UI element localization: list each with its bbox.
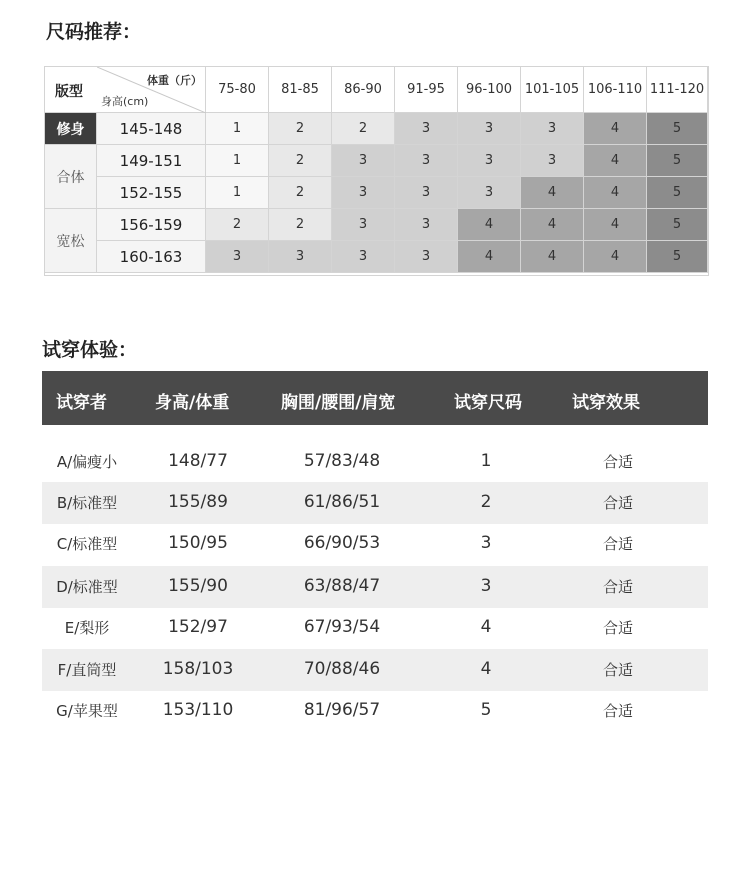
size-value: 3 xyxy=(395,241,458,273)
size-value: 2 xyxy=(332,113,395,145)
try-on-tester-cell: F/直筒型 xyxy=(57,661,117,679)
size-value: 1 xyxy=(206,145,269,177)
height-range: 145-148 xyxy=(97,113,206,145)
size-value: 4 xyxy=(584,241,647,273)
size-value: 5 xyxy=(647,177,708,209)
height-range: 160-163 xyxy=(97,241,206,273)
size-value: 3 xyxy=(395,113,458,145)
size-value: 4 xyxy=(584,145,647,177)
size-value: 4 xyxy=(521,209,584,241)
fit-type-label: 合体 xyxy=(45,145,97,209)
try-on-hw-cell: 152/97 xyxy=(168,617,228,637)
try-on-measure-cell: 63/88/47 xyxy=(303,576,381,596)
try-on-measure-cell: 70/88/46 xyxy=(303,659,381,679)
try-on-table-header xyxy=(42,371,708,425)
try-on-size-cell: 4 xyxy=(480,659,492,679)
size-value: 5 xyxy=(647,113,708,145)
weight-header: 体重（斤） xyxy=(147,74,202,87)
weight-range-header: 96-100 xyxy=(458,67,521,113)
size-value: 2 xyxy=(269,177,332,209)
try-on-column-header: 试穿尺码 xyxy=(454,393,522,413)
try-on-measure-cell: 61/86/51 xyxy=(303,492,381,512)
try-on-row xyxy=(42,482,708,524)
size-value: 5 xyxy=(647,145,708,177)
try-on-hw-cell: 150/95 xyxy=(168,533,228,553)
try-on-size-cell: 1 xyxy=(480,451,492,471)
try-on-tester-cell: D/标准型 xyxy=(56,578,118,596)
size-chart xyxy=(44,66,709,276)
size-chart-corner xyxy=(45,67,206,113)
size-value: 3 xyxy=(458,145,521,177)
size-value: 3 xyxy=(521,113,584,145)
size-value: 4 xyxy=(521,241,584,273)
try-on-effect-cell: 合适 xyxy=(602,578,633,596)
try-on-tester-cell: E/梨形 xyxy=(64,619,110,637)
size-value: 4 xyxy=(584,113,647,145)
size-value: 1 xyxy=(206,113,269,145)
weight-range-header: 111-120 xyxy=(647,67,708,113)
size-value: 2 xyxy=(206,209,269,241)
weight-range-header: 81-85 xyxy=(269,67,332,113)
weight-range-header: 101-105 xyxy=(521,67,584,113)
size-value: 3 xyxy=(269,241,332,273)
size-value: 1 xyxy=(206,177,269,209)
try-on-measure-cell: 67/93/54 xyxy=(303,617,381,637)
size-value: 3 xyxy=(332,241,395,273)
size-value: 4 xyxy=(521,177,584,209)
try-on-row xyxy=(42,649,708,691)
weight-range-header: 86-90 xyxy=(332,67,395,113)
try-on-column-header: 试穿效果 xyxy=(572,393,640,413)
size-value: 3 xyxy=(395,209,458,241)
size-value: 5 xyxy=(647,209,708,241)
try-on-measure-cell: 66/90/53 xyxy=(303,533,381,553)
try-on-row xyxy=(42,566,708,608)
try-on-row xyxy=(42,523,708,565)
size-value: 3 xyxy=(332,177,395,209)
try-on-hw-cell: 155/89 xyxy=(168,492,228,512)
fit-type-header: 版型 xyxy=(55,84,83,100)
size-value: 4 xyxy=(584,209,647,241)
try-on-row xyxy=(42,441,708,483)
size-value: 3 xyxy=(206,241,269,273)
try-on-hw-cell: 158/103 xyxy=(162,659,234,679)
size-value: 2 xyxy=(269,113,332,145)
size-value: 4 xyxy=(584,177,647,209)
try-on-tester-cell: G/苹果型 xyxy=(56,702,118,720)
weight-range-header: 106-110 xyxy=(584,67,647,113)
fit-type-label: 宽松 xyxy=(45,209,97,273)
try-on-column-header: 胸围/腰围/肩宽 xyxy=(281,393,396,413)
try-on-title: 试穿体验： xyxy=(42,339,138,361)
try-on-hw-cell: 148/77 xyxy=(168,451,228,471)
try-on-row xyxy=(42,690,708,732)
size-value: 3 xyxy=(521,145,584,177)
size-value: 2 xyxy=(269,209,332,241)
try-on-measure-cell: 81/96/57 xyxy=(303,700,381,720)
try-on-size-cell: 3 xyxy=(480,533,492,553)
height-range: 156-159 xyxy=(97,209,206,241)
try-on-hw-cell: 155/90 xyxy=(168,576,228,596)
weight-range-header: 91-95 xyxy=(395,67,458,113)
try-on-size-cell: 2 xyxy=(480,492,492,512)
height-range: 152-155 xyxy=(97,177,206,209)
try-on-measure-cell: 57/83/48 xyxy=(303,451,381,471)
size-value: 3 xyxy=(458,113,521,145)
size-value: 4 xyxy=(458,241,521,273)
try-on-column-header: 身高/体重 xyxy=(155,393,230,413)
weight-range-header: 75-80 xyxy=(206,67,269,113)
try-on-effect-cell: 合适 xyxy=(602,702,633,720)
size-value: 4 xyxy=(458,209,521,241)
try-on-tester-cell: B/标准型 xyxy=(56,494,118,512)
size-value: 3 xyxy=(458,177,521,209)
height-range: 149-151 xyxy=(97,145,206,177)
try-on-hw-cell: 153/110 xyxy=(162,700,234,720)
try-on-size-cell: 4 xyxy=(480,617,492,637)
size-value: 5 xyxy=(647,241,708,273)
try-on-column-header: 试穿者 xyxy=(56,393,107,413)
size-value: 2 xyxy=(269,145,332,177)
try-on-effect-cell: 合适 xyxy=(602,535,633,553)
height-header: 身高(cm) xyxy=(101,95,149,108)
try-on-effect-cell: 合适 xyxy=(602,619,633,637)
try-on-effect-cell: 合适 xyxy=(602,661,633,679)
size-value: 3 xyxy=(332,145,395,177)
fit-type-label: 修身 xyxy=(45,113,97,145)
size-recommendation-title: 尺码推荐： xyxy=(46,21,142,43)
try-on-size-cell: 5 xyxy=(480,700,492,720)
try-on-effect-cell: 合适 xyxy=(602,453,633,471)
size-value: 3 xyxy=(395,177,458,209)
try-on-tester-cell: C/标准型 xyxy=(56,535,118,553)
try-on-row xyxy=(42,607,708,649)
try-on-tester-cell: A/偏瘦小 xyxy=(56,453,118,471)
try-on-effect-cell: 合适 xyxy=(602,494,633,512)
size-value: 3 xyxy=(332,209,395,241)
try-on-size-cell: 3 xyxy=(480,576,492,596)
size-value: 3 xyxy=(395,145,458,177)
